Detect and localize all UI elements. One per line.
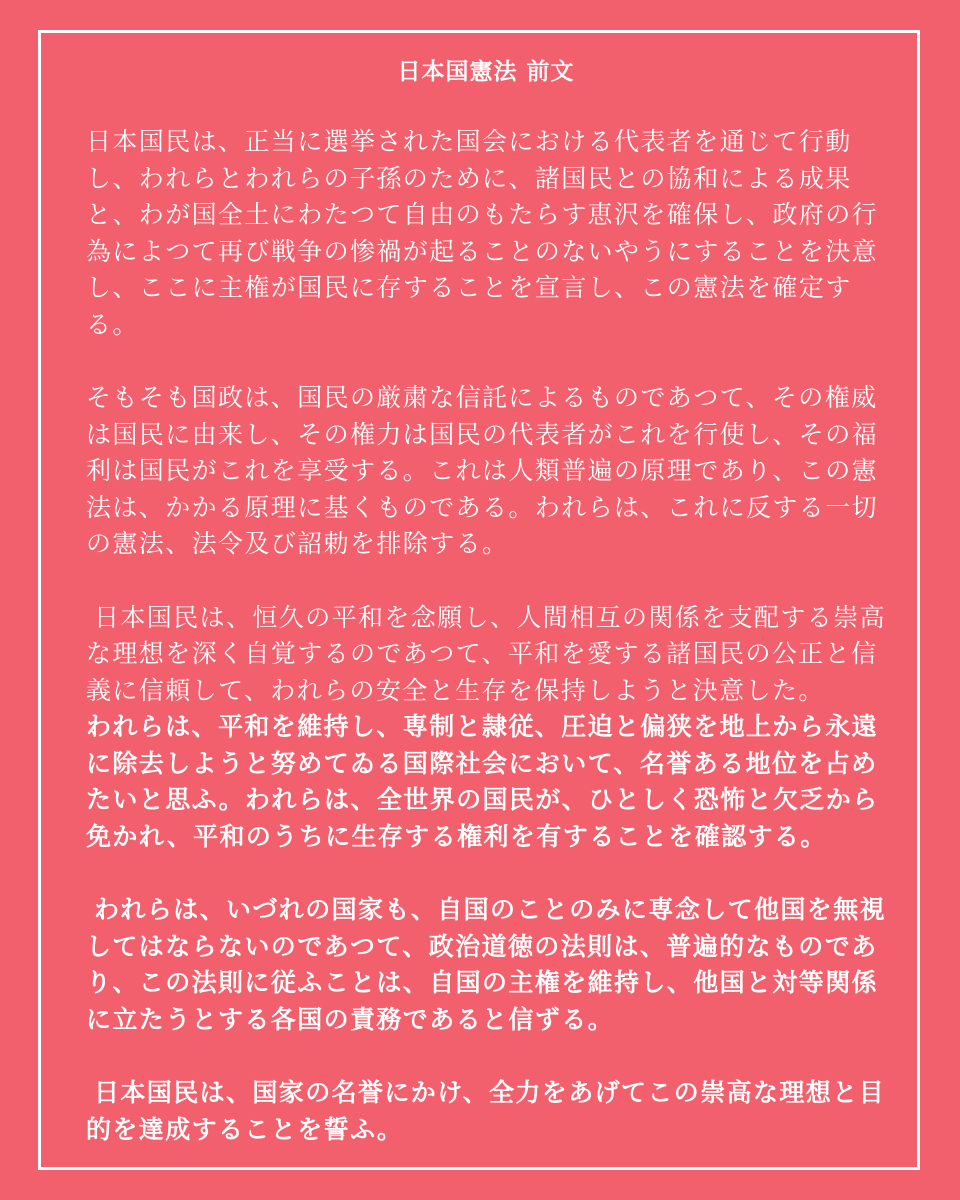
paragraph-2 [86,380,886,563]
paragraph-5-text: 日本国民は、国家の名誉にかけ、全力をあげてこの崇高な理想と目的を達成することを誓ふ。 [86,1078,886,1144]
paragraph-4-text: われらは、いづれの国家も、自国のことのみに専念して他国を無視してはならないのであつて、政治道徳の法則は、普遍的なものであり、この法則に従ふことは、自国の主権を維持し、他国と対等関係に立たうとする各国の責務であると信ずる。 [86,895,887,1034]
document-title: 日本国憲法 前文 [397,59,575,85]
paragraph-3 [86,600,886,856]
paragraph-1-text: 日本国民は、正当に選挙された国会における代表者を通じて行動し、われらとわれらの子孫のために、諸国民との協和による成果と、わが国全土にわたつて自由のもたらす恵沢を確保し、政府の行為によつて再び戦争の惨禍が起ることのないやうにすることを決意し、ここに主権が国民に存することを宣言し、この憲法を確定する。 [86,127,879,339]
paragraph-3-bold-text: われらは、平和を維持し、専制と隷従、圧迫と偏狭を地上から永遠に除去しようと努めてゐる国際社会において、名誉ある地位を占めたいと思ふ。われらは、全世界の国民が、ひとしく恐怖と欠乏から免かれ、平和のうちに生存する権利を有することを確認する。 [86,712,879,851]
paragraph-1 [86,124,886,343]
paragraph-4 [86,892,886,1038]
paragraph-3-text: 日本国民は、恒久の平和を念願し、人間相互の関係を支配する崇高な理想を深く自覚するのであつて、平和を愛する諸国民の公正と信義に信頼して、われらの安全と生存を保持しようと決意した。 [86,602,887,705]
paragraph-2-text: そもそも国政は、国民の厳粛な信託によるものであつて、その権威は国民に由来し、その権力は国民の代表者がこれを行使し、その福利は国民がこれを享受する。これは人類普遍の原理であり、この憲法は、かかる原理に基くものである。われらは、これに反する一切の憲法、法令及び詔勅を排除する。 [86,383,879,558]
document-body [86,52,886,1185]
paragraph-5 [86,1075,886,1148]
